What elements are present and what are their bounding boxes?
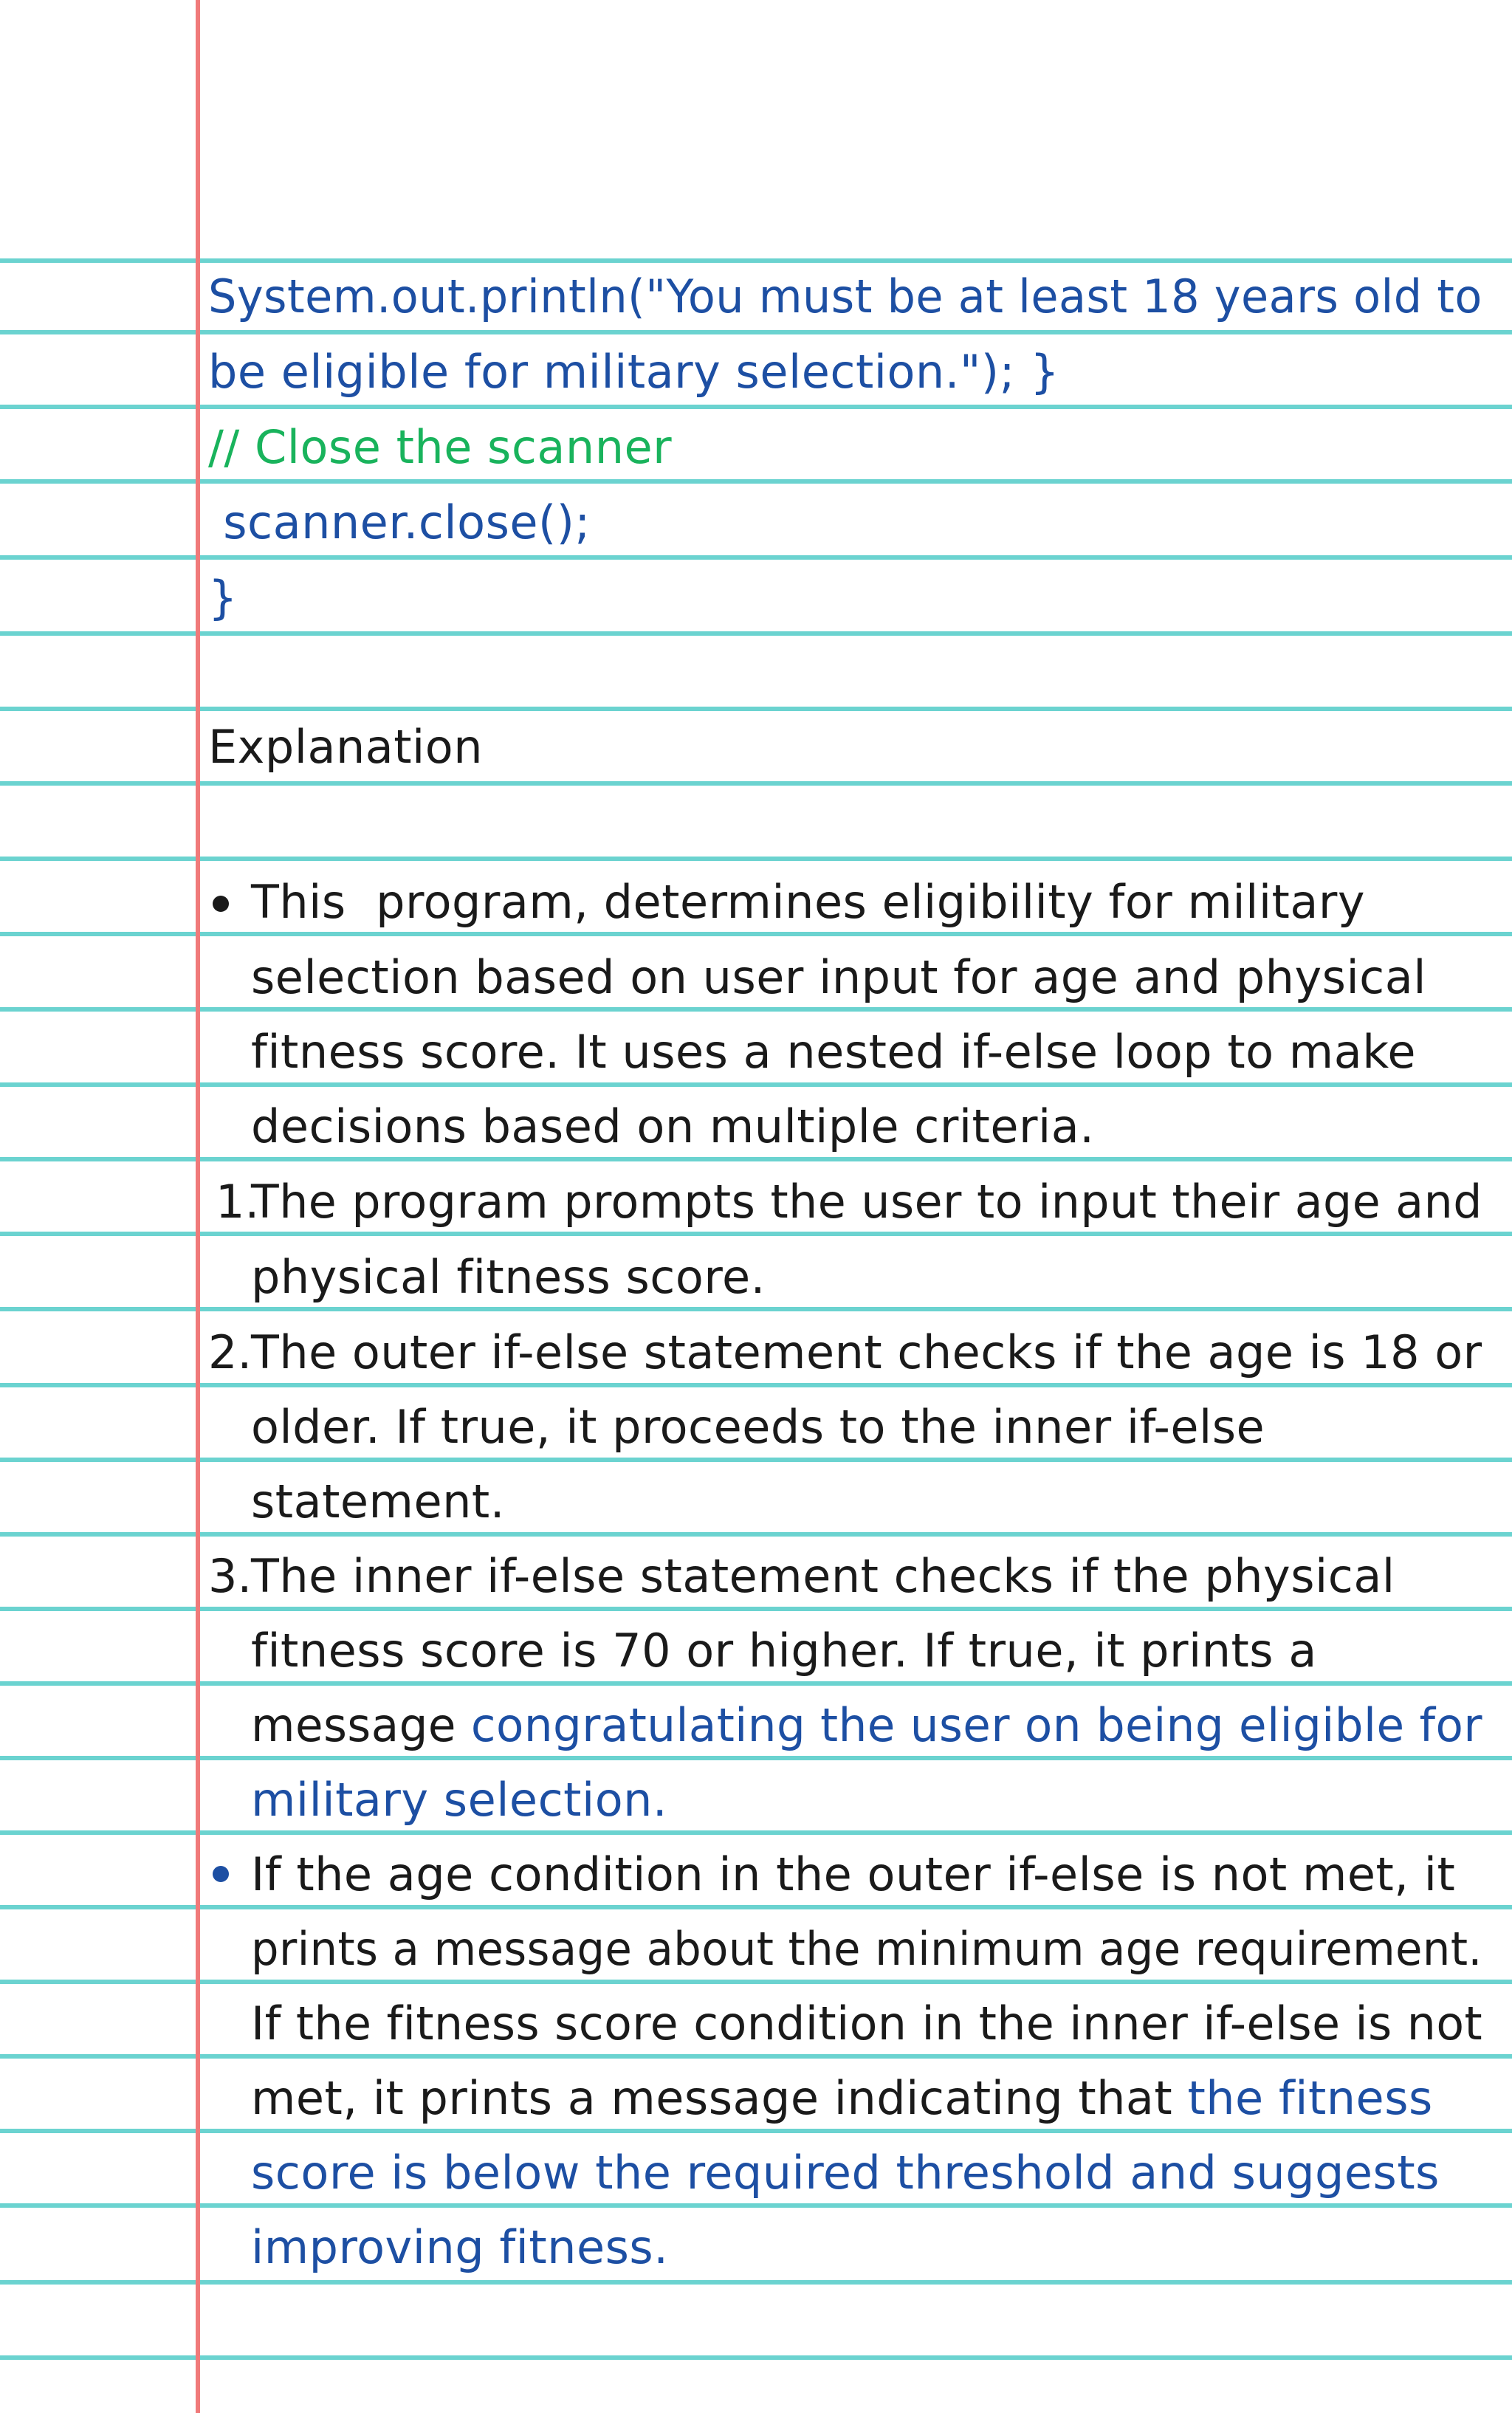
item-3-number: 3.: [208, 1549, 252, 1603]
item-2-line-3: statement.: [251, 1475, 505, 1528]
rule-line: [0, 781, 1512, 786]
rule-line: [0, 2129, 1512, 2133]
bullet-2-line-6: improving fitness.: [251, 2220, 669, 2274]
bullet-marker: [213, 896, 229, 912]
bullet-2-line-3: If the fitness score condition in the inner if-else is not: [251, 1997, 1483, 2050]
code-line-1: System.out.println("You must be at least 18 years old to: [208, 270, 1482, 323]
bullet-2-line-5: score is below the required threshold and suggests: [251, 2146, 1440, 2200]
rule-line: [0, 1980, 1512, 1984]
rule-line: [0, 555, 1512, 560]
rule-line: [0, 405, 1512, 409]
rule-line: [0, 2054, 1512, 2059]
rule-line: [0, 1532, 1512, 1537]
rule-line: [0, 479, 1512, 484]
rule-line: [0, 1007, 1512, 1012]
item-3-line-3-highlight: congratulating the user on being eligible for: [470, 1698, 1482, 1752]
bullet-2-line-4: [251, 2069, 1433, 2128]
rule-line: [0, 1082, 1512, 1087]
rule-line: [0, 330, 1512, 334]
rule-line: [0, 1756, 1512, 1760]
rule-line: [0, 1458, 1512, 1462]
bullet-2-line-2: prints a message about the minimum age requirement.: [251, 1922, 1482, 1976]
rule-line: [0, 2355, 1512, 2360]
item-1-number: 1.: [216, 1175, 260, 1229]
rule-line: [0, 857, 1512, 861]
item-1-line-1: The program prompts the user to input their age and: [251, 1175, 1482, 1229]
bullet-1-line-3: fitness score. It uses a nested if-else loop to make: [251, 1025, 1417, 1079]
item-3-line-1: The inner if-else statement checks if the physical: [251, 1549, 1395, 1603]
rule-line: [0, 2203, 1512, 2208]
bullet-1-line-1: This program, determines eligibility for military: [251, 875, 1366, 929]
bullet-2-line-1: If the age condition in the outer if-else is not met, it: [251, 1847, 1456, 1901]
rule-line: [0, 1383, 1512, 1387]
margin-line: [196, 0, 200, 2413]
item-3-line-2: fitness score is 70 or higher. If true, it prints a: [251, 1624, 1317, 1678]
rule-line: [0, 631, 1512, 636]
item-2-line-2: older. If true, it proceeds to the inner if-else: [251, 1400, 1265, 1454]
item-2-number: 2.: [208, 1325, 252, 1379]
rule-line: [0, 1307, 1512, 1311]
rule-line: [0, 1905, 1512, 1909]
rule-line: [0, 932, 1512, 936]
explanation-heading: Explanation: [208, 720, 483, 774]
code-line-4: scanner.close();: [208, 495, 591, 549]
rule-line: [0, 1830, 1512, 1835]
item-3-line-4: military selection.: [251, 1773, 668, 1827]
item-1-line-2: physical fitness score.: [251, 1250, 766, 1304]
code-comment: // Close the scanner: [208, 420, 673, 474]
bullet-marker: [213, 1866, 229, 1882]
bullet-2-line-4-plain: met, it prints a message indicating that: [251, 2071, 1188, 2125]
bullet-2-line-4-highlight: the fitness: [1187, 2071, 1433, 2125]
code-line-5: }: [208, 571, 238, 625]
item-2-line-1: The outer if-else statement checks if the age is 18 or: [251, 1325, 1482, 1379]
item-3-line-3: [251, 1696, 1482, 1755]
code-line-2: be eligible for military selection."); }: [208, 345, 1060, 399]
item-3-line-3-plain: message: [251, 1698, 471, 1752]
rule-line: [0, 1157, 1512, 1161]
bullet-1-line-4: decisions based on multiple criteria.: [251, 1099, 1095, 1153]
rule-line: [0, 1681, 1512, 1686]
bullet-1-line-2: selection based on user input for age and physical: [251, 950, 1426, 1004]
rule-line: [0, 2280, 1512, 2285]
rule-line: [0, 1232, 1512, 1236]
rule-line: [0, 707, 1512, 711]
rule-line: [0, 258, 1512, 263]
rule-line: [0, 1607, 1512, 1611]
